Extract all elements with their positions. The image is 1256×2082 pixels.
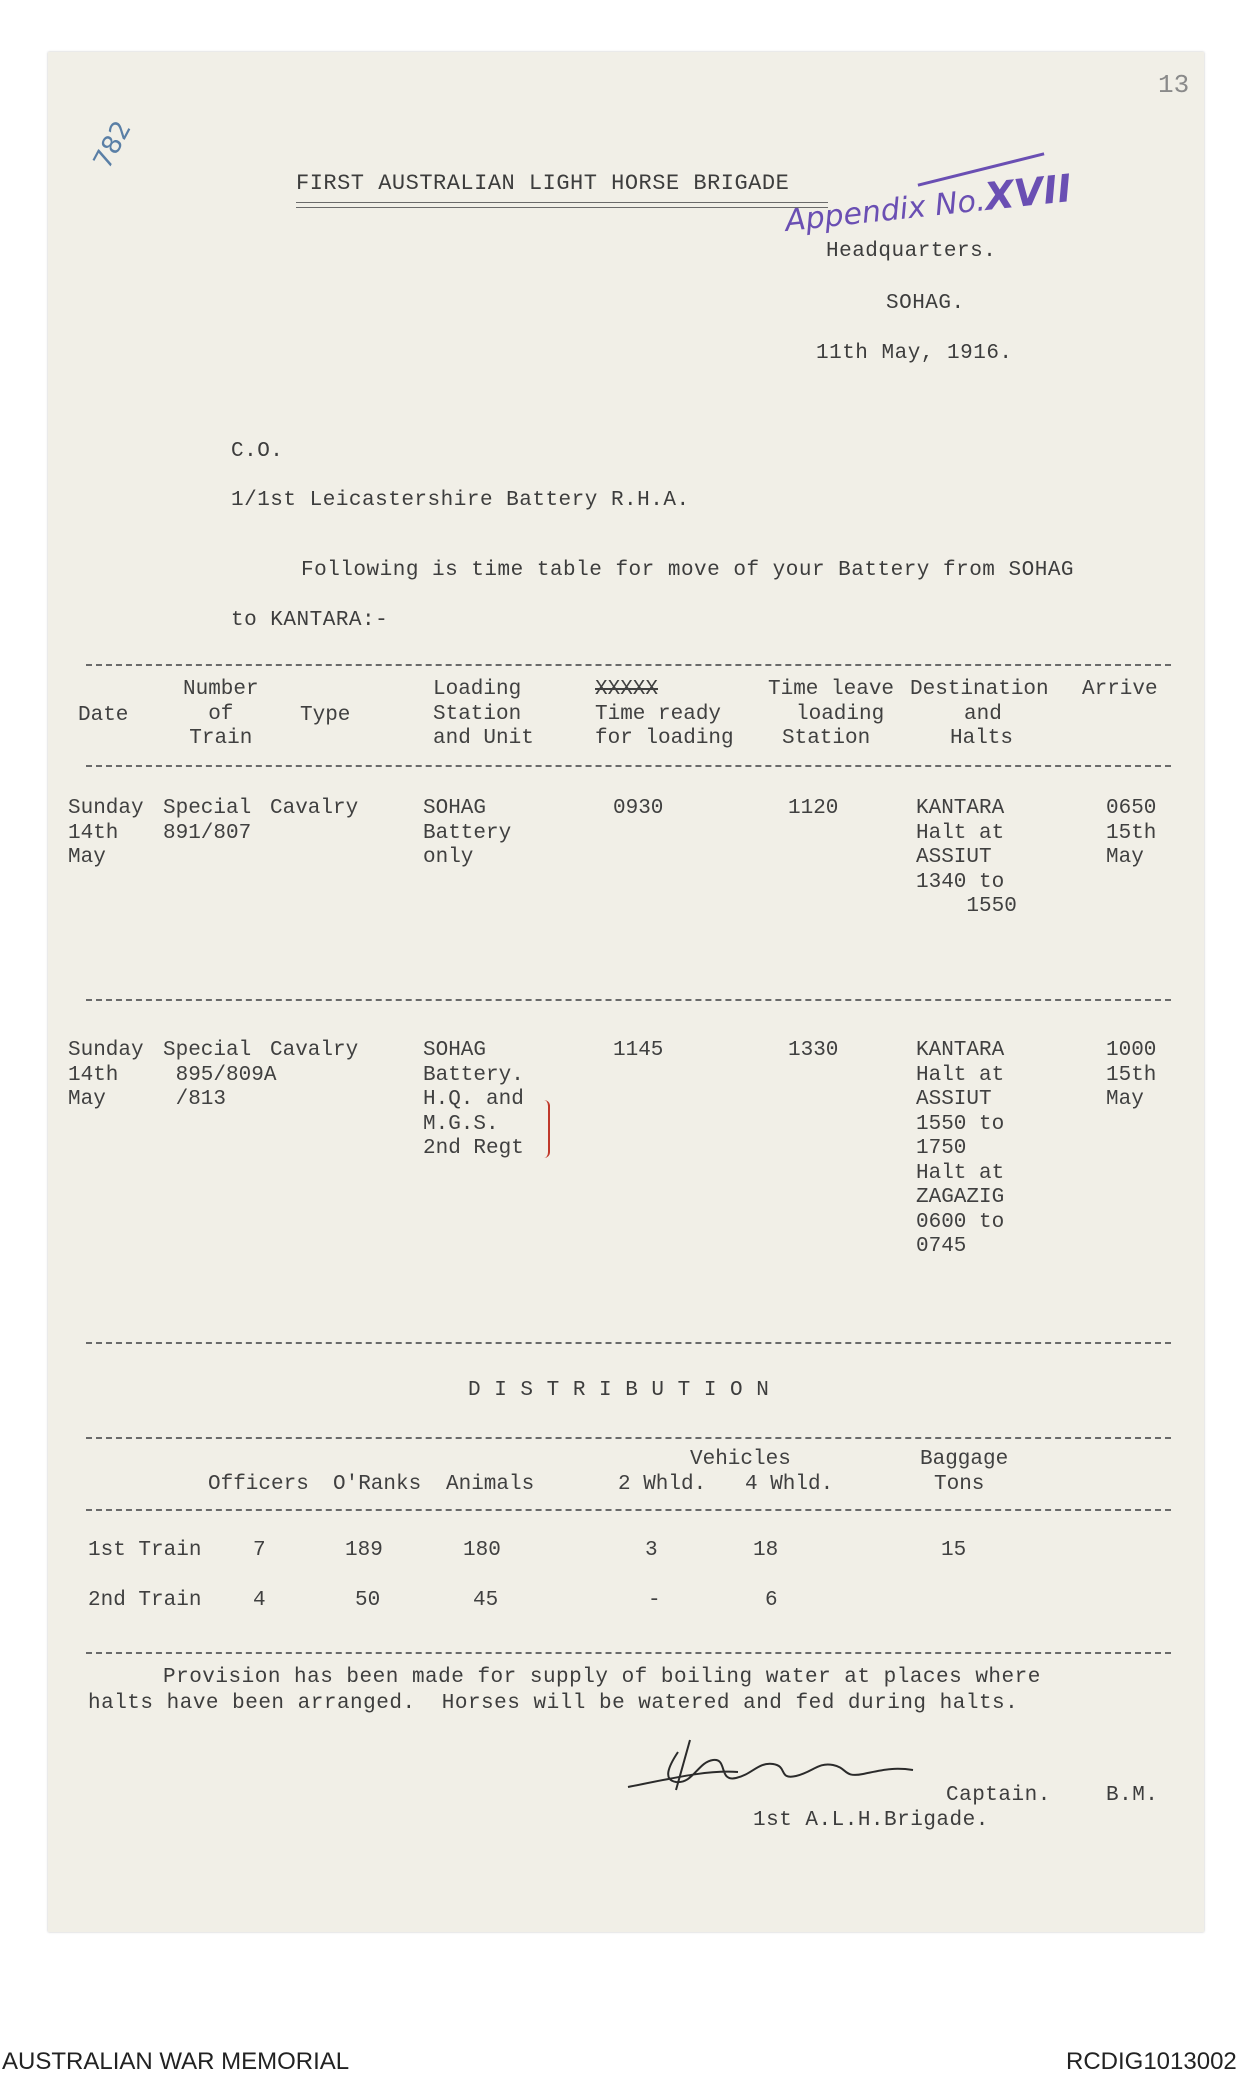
dist-row1-baggage: 15 [941,1539,967,1562]
header-loading: Loading Station and Unit [433,678,534,750]
dist-row2-animals: 45 [473,1589,499,1612]
row1-type: Cavalry [270,797,359,820]
signature-unit: 1st A.L.H.Brigade. [753,1809,989,1832]
dist-row1-officers: 7 [253,1539,266,1562]
dist-row2-four-whld: 6 [765,1589,778,1612]
dist-row1-four-whld: 18 [753,1539,779,1562]
header-vehicles: Vehicles [690,1448,791,1471]
pencil-annotation: 782 [87,116,138,174]
signature-scrawl [618,1732,918,1802]
header-time-leave: Time leave loading Station [768,678,895,750]
document-page [48,52,1204,1932]
folio-number: 13 [1158,70,1190,100]
header-two-whld: 2 Whld. [618,1473,707,1496]
recipient-line-2: 1/1st Leicastershire Battery R.H.A. [231,489,690,512]
row1-number: Special 891/807 [163,797,252,845]
distribution-title: D I S T R I B U T I O N [468,1379,770,1402]
row2-loading: SOHAG Battery. H.Q. and M.G.S. 2nd Regt [423,1039,524,1160]
row2-type: Cavalry [270,1039,359,1062]
timetable-bottom-rule [86,1342,1171,1344]
row2-number: Special 895/809A /813 [163,1039,277,1111]
letterhead-underline-2 [296,207,828,208]
header-animals: Animals [446,1473,535,1496]
note-line-1: Provision has been made for supply of boiling water at places where [163,1666,1041,1689]
footer-left: AUSTRALIAN WAR MEMORIAL [2,2048,350,2075]
timetable-row-rule [86,999,1171,1001]
dist-row1-label: 1st Train [88,1539,202,1562]
recipient-line-1: C.O. [231,440,284,463]
header-destination: Destination and Halts [910,678,1049,750]
header-oranks: O'Ranks [333,1473,422,1496]
row1-arrive: 0650 15th May [1106,797,1157,869]
header-arrive: Arrive [1082,678,1158,701]
row2-destination: KANTARA Halt at ASSIUT 1550 to 1750 Halt at ZAGAZIG 0600 to 0745 [916,1039,1005,1258]
header-officers: Officers [208,1473,309,1496]
row2-arrive: 1000 15th May [1106,1039,1157,1111]
dist-row1-two-whld: 3 [645,1539,658,1562]
distribution-bottom-rule [86,1652,1171,1654]
dist-row2-oranks: 50 [355,1589,381,1612]
appendix-numeral: XVII [982,166,1074,219]
header-four-whld: 4 Whld. [745,1473,834,1496]
row1-destination: KANTARA Halt at ASSIUT 1340 to 1550 [916,797,1017,918]
dist-row1-oranks: 189 [345,1539,383,1562]
distribution-header-rule [86,1509,1171,1511]
row1-time-leave: 1120 [788,797,839,820]
intro-line-2: to KANTARA:- [231,609,389,632]
row2-time-leave: 1330 [788,1039,839,1062]
row2-date: Sunday 14th May [68,1039,144,1111]
row2-time-ready: 1145 [613,1039,664,1062]
timetable-header-rule [86,765,1171,767]
footer-right: RCDIG1013002 [1066,2048,1237,2075]
timetable-top-rule [86,664,1171,666]
dist-row2-officers: 4 [253,1589,266,1612]
header-type: Type [300,704,351,727]
dist-row2-label: 2nd Train [88,1589,202,1612]
dist-row2-two-whld: - [648,1589,661,1612]
intro-line-1: Following is time table for move of your Battery from SOHAG [301,559,1075,582]
row1-loading: SOHAG Battery only [423,797,512,869]
header-date: Date [78,704,129,727]
row1-time-ready: 0930 [613,797,664,820]
note-line-2: halts have been arranged. Horses will be watered and fed during halts. [88,1692,1019,1715]
signature-appointment: B.M. [1106,1784,1159,1807]
distribution-top-rule [86,1437,1171,1439]
header-number: Number of Train [183,678,259,750]
address-line-2: SOHAG. [886,292,965,315]
header-time-ready: XXXXX Time ready for loading [595,678,734,750]
row1-date: Sunday 14th May [68,797,144,869]
address-line-1: Headquarters. [826,240,997,263]
red-bracket-mark [542,1100,550,1158]
letterhead: FIRST AUSTRALIAN LIGHT HORSE BRIGADE [296,171,790,196]
appendix-label: Appendix No. [783,183,988,239]
signature-rank: Captain. [946,1784,1051,1807]
letterhead-underline-1 [296,202,828,203]
dist-row1-animals: 180 [463,1539,501,1562]
letter-date: 11th May, 1916. [816,342,1013,365]
header-baggage: Baggage Tons [920,1448,1009,1496]
